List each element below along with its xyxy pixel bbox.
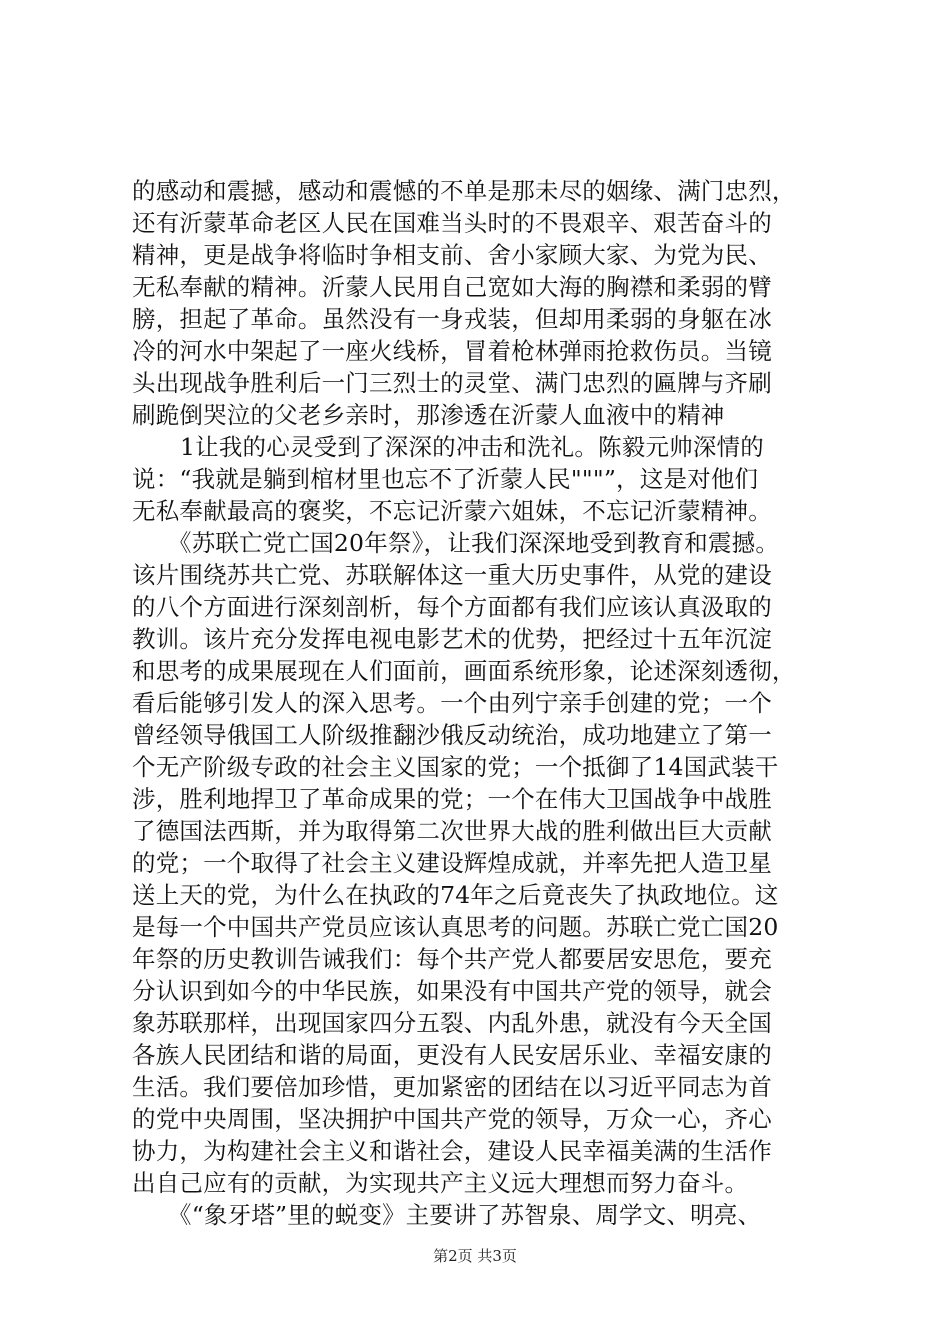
text-line: 象苏联那样，出现国家四分五裂、内乱外患，就没有今天全国 (132, 1009, 772, 1037)
text-line: 分认识到如今的中华民族，如果没有中国共产党的领导，就会 (132, 977, 772, 1005)
text-line: 个无产阶级专政的社会主义国家的党；一个抵御了14国武装干 (132, 753, 779, 781)
text-line: 年祭的历史教训告诫我们：每个共产党人都要居安思危，要充 (132, 945, 772, 973)
text-line: 冷的河水中架起了一座火线桥，冒着枪林弹雨抢救伤员。当镜 (132, 337, 772, 365)
text-line: 协力，为构建社会主义和谐社会，建设人民幸福美满的生活作 (132, 1137, 772, 1165)
text-line: 还有沂蒙革命老区人民在国难当头时的不畏艰辛、艰苦奋斗的 (132, 209, 772, 237)
text-line: 和思考的成果展现在人们面前，画面系统形象，论述深刻透彻， (132, 657, 796, 685)
paragraph-start-line: 1让我的心灵受到了深深的冲击和洗礼。陈毅元帅深情的 (180, 433, 764, 461)
text-line: 出自己应有的贡献，为实现共产主义远大理想而努力奋斗。 (132, 1169, 749, 1197)
text-line: 的感动和震撼，感动和震憾的不单是那未尽的姻缘、满门忠烈， (132, 177, 796, 205)
text-line: 生活。我们要倍加珍惜，更加紧密的团结在以习近平同志为首 (132, 1073, 772, 1101)
text-line: 的党；一个取得了社会主义建设辉煌成就，并率先把人造卫星 (132, 849, 772, 877)
text-line: 刷跪倒哭泣的父老乡亲时，那渗透在沂蒙人血液中的精神 (132, 401, 725, 429)
text-line: 无私奉献的精神。沂蒙人民用自己宽如大海的胸襟和柔弱的臂 (132, 273, 772, 301)
paragraph-start-line: 《“象牙塔”里的蜕变》主要讲了苏智泉、周学文、明亮、 (168, 1201, 762, 1229)
text-line: 是每一个中国共产党员应该认真思考的问题。苏联亡党亡国20 (132, 913, 779, 941)
text-line: 看后能够引发人的深入思考。一个由列宁亲手创建的党；一个 (132, 689, 772, 717)
text-line: 教训。该片充分发挥电视电影艺术的优势，把经过十五年沉淀 (132, 625, 772, 653)
text-line: 曾经领导俄国工人阶级推翻沙俄反动统治，成功地建立了第一 (132, 721, 772, 749)
page-footer: 第2页 共3页 (433, 1247, 517, 1265)
text-line: 该片围绕苏共亡党、苏联解体这一重大历史事件，从党的建设 (132, 561, 772, 589)
text-line: 膀，担起了革命。虽然没有一身戎装，但却用柔弱的身躯在冰 (132, 305, 772, 333)
text-line: 涉，胜利地捍卫了革命成果的党；一个在伟大卫国战争中战胜 (132, 785, 772, 813)
text-line: 了德国法西斯，并为取得第二次世界大战的胜利做出巨大贡献 (132, 817, 772, 845)
text-line: 无私奉献最高的褒奖，不忘记沂蒙六姐妹，不忘记沂蒙精神。 (132, 497, 772, 525)
text-line: 说：“我就是躺到棺材里也忘不了沂蒙人民"""”，这是对他们 (132, 465, 759, 493)
text-line: 的八个方面进行深刻剖析，每个方面都有我们应该认真汲取的 (132, 593, 772, 621)
text-line: 各族人民团结和谐的局面，更没有人民安居乐业、幸福安康的 (132, 1041, 772, 1069)
text-line: 的党中央周围，坚决拥护中国共产党的领导，万众一心，齐心 (132, 1105, 772, 1133)
text-line: 精神，更是战争将临时争相支前、舍小家顾大家、为党为民、 (132, 241, 772, 269)
text-line: 头出现战争胜利后一门三烈士的灵堂、满门忠烈的匾牌与齐刷 (132, 369, 772, 397)
text-line: 送上天的党，为什么在执政的74年之后竟丧失了执政地位。这 (132, 881, 779, 909)
paragraph-start-line: 《苏联亡党亡国20年祭》，让我们深深地受到教育和震撼。 (168, 529, 780, 557)
